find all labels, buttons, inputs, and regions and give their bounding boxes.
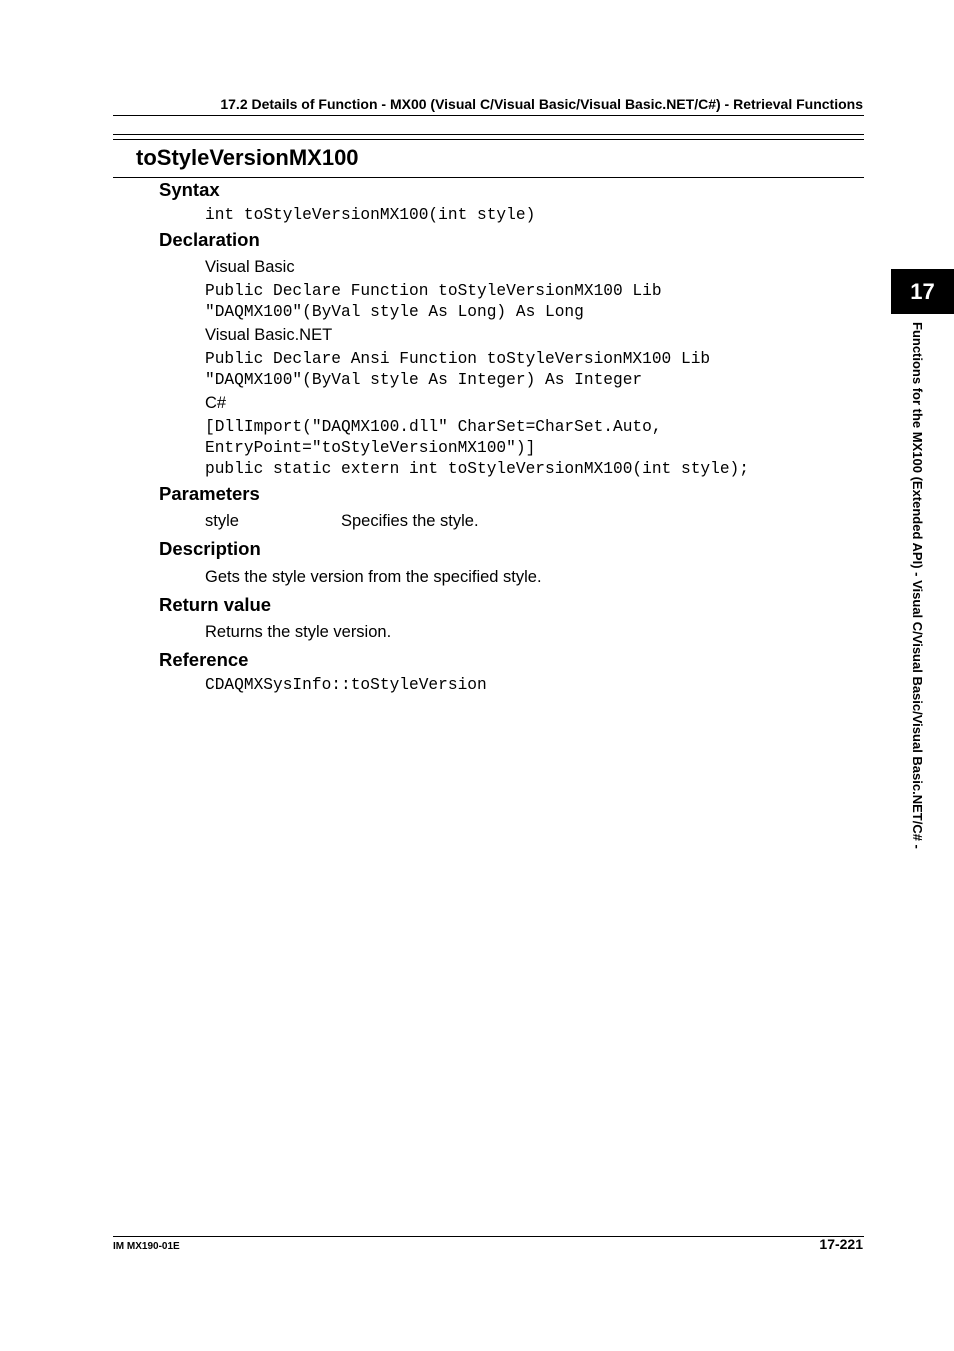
cs-code-line-3: public static extern int toStyleVersionMX100(int style);	[205, 460, 749, 478]
syntax-code: int toStyleVersionMX100(int style)	[205, 206, 536, 224]
chapter-side-text: Functions for the MX100 (Extended API) - Visual C/Visual Basic/Visual Basic.NET/C# -	[910, 322, 925, 849]
title-rule-top-2	[113, 139, 864, 140]
document-id: IM MX190-01E	[113, 1241, 180, 1252]
title-rule-bottom	[113, 177, 864, 178]
return-value-text: Returns the style version.	[205, 623, 392, 641]
page-number: 17-221	[819, 1236, 863, 1252]
chapter-tab: 17	[891, 269, 954, 314]
footer-rule	[113, 1236, 864, 1237]
description-heading: Description	[159, 538, 261, 559]
running-header: 17.2 Details of Function - MX00 (Visual C/Visual Basic/Visual Basic.NET/C#) - Retrieval Functions	[220, 96, 863, 112]
parameter-description: Specifies the style.	[341, 512, 479, 530]
function-title: toStyleVersionMX100	[136, 145, 359, 170]
vb-code-line-2: "DAQMX100"(ByVal style As Long) As Long	[205, 303, 584, 321]
vbnet-code-line-1: Public Declare Ansi Function toStyleVersionMX100 Lib	[205, 350, 711, 368]
cs-label: C#	[205, 394, 227, 412]
syntax-heading: Syntax	[159, 179, 220, 200]
title-rule-top-1	[113, 134, 864, 135]
parameter-name: style	[205, 512, 239, 530]
vbnet-code-line-2: "DAQMX100"(ByVal style As Integer) As Integer	[205, 371, 643, 389]
declaration-heading: Declaration	[159, 229, 260, 250]
cs-code-line-2: EntryPoint="toStyleVersionMX100")]	[205, 439, 536, 457]
return-value-heading: Return value	[159, 594, 272, 615]
header-rule	[113, 115, 864, 116]
cs-code-line-1: [DllImport("DAQMX100.dll" CharSet=CharSet.Auto,	[205, 418, 662, 436]
description-text: Gets the style version from the specified style.	[205, 568, 542, 586]
vb-code-line-1: Public Declare Function toStyleVersionMX100 Lib	[205, 282, 662, 300]
reference-code: CDAQMXSysInfo::toStyleVersion	[205, 676, 487, 694]
vb-label: Visual Basic	[205, 258, 295, 276]
vbnet-label: Visual Basic.NET	[205, 326, 333, 344]
parameters-heading: Parameters	[159, 483, 260, 504]
reference-heading: Reference	[159, 649, 249, 670]
